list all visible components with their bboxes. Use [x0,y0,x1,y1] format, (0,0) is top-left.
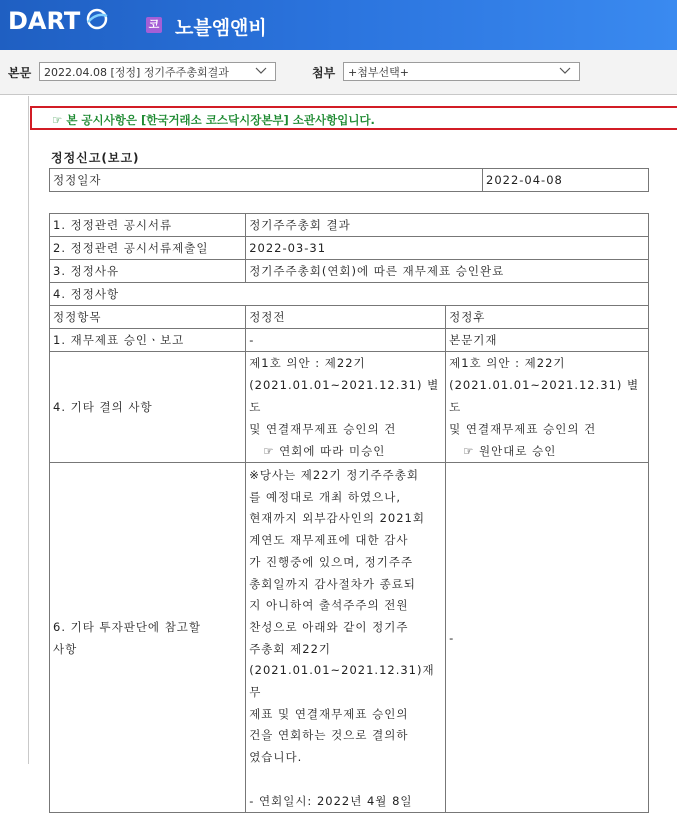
text-line: 및 연결재무제표 승인의 건 [449,422,597,436]
main-doc-label: 본문 [8,66,32,80]
table-row [50,352,649,463]
table-row [50,214,649,237]
table-row [50,260,649,283]
attach-select[interactable] [343,62,580,81]
change-item: 1. 재무제표 승인ㆍ보고 [50,329,246,352]
column-header-item: 정정항목 [50,306,246,329]
change-note: ☞ 연회에 따라 미승인 [263,444,386,458]
change-before [246,463,446,813]
table-row [50,463,649,813]
table-row [50,237,649,260]
column-header-before: 정정전 [246,306,446,329]
row-label: 1. 정정관련 공시서류 [50,214,246,237]
text-line: 사항 [53,641,78,656]
blank-line [249,769,442,791]
change-item [50,463,246,813]
document-title: 정정신고(보고) [51,151,140,165]
text-line: 주총회 제22기 [249,641,332,656]
text-line: 6. 기타 투자판단에 참고할 [53,619,202,634]
correction-date-value: 2022-04-08 [483,169,649,192]
correction-date-label: 정정일자 [50,169,483,192]
change-note: ☞ 원안대로 승인 [463,444,557,458]
row-label: 3. 정정사유 [50,260,246,283]
text-line: 및 연결재무제표 승인의 건 [249,422,397,436]
column-header-after: 정정후 [446,306,649,329]
row-label: 2. 정정관련 공시서류제출일 [50,237,246,260]
chevron-down-icon [559,67,571,75]
kosdaq-badge: 코 [146,17,162,33]
main-doc-select[interactable] [39,62,276,81]
row-value: 2022-03-31 [246,237,649,260]
company-name: 노블엠앤비 [175,17,267,39]
row-value: 정기주주총회(연회)에 따른 재무제표 승인완료 [246,260,649,283]
text-line: 찬성으로 아래와 같이 정기주 [249,619,409,634]
change-after [446,352,649,463]
jurisdiction-notice [30,106,677,130]
text-line: 가 진행중에 있으며, 정기주주 [249,554,414,569]
text-line: 제표 및 연결재무제표 승인의 [249,706,409,721]
change-after: - [446,463,649,813]
summary-table [49,168,649,192]
text-line: 건을 연회하는 것으로 결의하 [249,728,409,743]
change-before [246,352,446,463]
text-line: (2021.01.01~2021.12.31) 별도 [449,378,640,414]
section-heading: 4. 정정사항 [50,283,649,306]
correction-details-table [49,213,649,813]
table-row [50,283,649,306]
table-row [50,329,649,352]
text-line: ※당사는 제22기 정기주주총회 [249,468,419,482]
text-line: (2021.01.01~2021.12.31)재무 [249,663,435,700]
text-line: - 연회일시: 2022년 4월 8일 [249,793,413,808]
text-line: 지 아니하여 출석주주의 전원 [249,598,409,613]
attach-select-value: +첨부선택+ [348,66,409,79]
text-line: 총회일까지 감사절차가 종료되 [249,576,416,591]
chevron-down-icon [255,67,267,75]
main-doc-select-value: 2022.04.08 [정정] 정기주주총회결과 [44,66,229,79]
change-before: - [246,329,446,352]
text-line: 현재까지 외부감사인의 2021회 [249,511,425,526]
attach-label: 첨부 [312,66,336,80]
row-value: 정기주주총회 결과 [246,214,649,237]
text-line: 계연도 재무제표에 대한 감사 [249,533,409,548]
document-toolbar [0,50,677,95]
notice-text: ☞ 본 공시사항은 [한국거래소 코스닥시장본부] 소관사항입니다. [52,113,375,127]
logo-swoosh-icon [86,8,108,30]
change-item: 4. 기타 결의 사항 [50,352,246,463]
text-line: (2021.01.01~2021.12.31) 별도 [249,378,440,414]
document-body [28,96,677,808]
text-line: 였습니다. [249,750,303,765]
table-row [50,169,649,192]
dart-logo[interactable]: DART [8,7,81,35]
text-line: 를 예정대로 개최 하였으나, [249,489,402,504]
text-line: 제1호 의안 : 제22기 [249,356,366,370]
change-after: 본문기재 [446,329,649,352]
text-line: 제1호 의안 : 제22기 [449,356,566,370]
table-header-row [50,306,649,329]
app-header [0,0,677,50]
